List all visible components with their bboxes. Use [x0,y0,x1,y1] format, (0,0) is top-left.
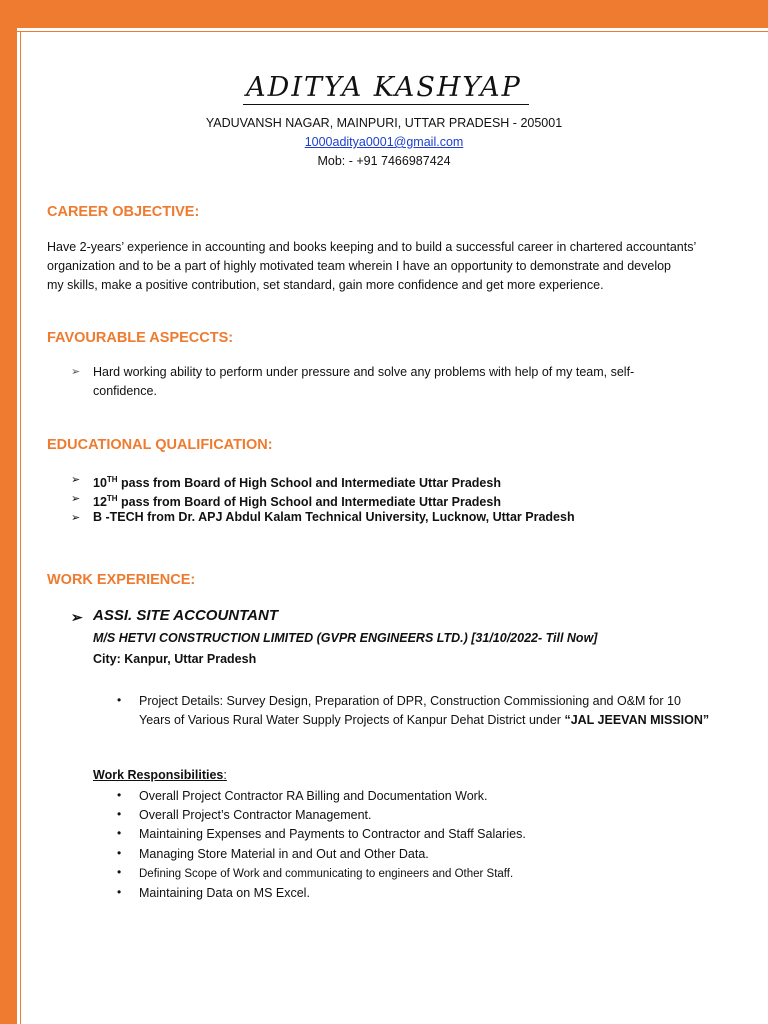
career-line: my skills, make a positive contribution, set standard, gain more confidence and get more experience. [47,278,604,292]
aspect-line: Hard working ability to perform under pressure and solve any problems with help of my team, self- [93,365,635,379]
arrow-bullet-icon: ➢ [71,474,81,486]
favourable-aspects-heading: FAVOURABLE ASPECCTS: [47,330,234,346]
arrow-bullet-icon: ➢ [71,493,81,505]
top-border-bar [0,0,768,28]
career-objective-text [47,238,737,295]
career-objective-heading: CAREER OBJECTIVE: [47,204,200,220]
email-link[interactable]: 1000aditya0001@gmail.com [304,135,464,149]
education-item: B -TECH from Dr. APJ Abdul Kalam Technical University, Lucknow, Uttar Pradesh [93,510,575,524]
education-level: 10 [93,476,107,490]
candidate-name: ADITYA KASHYAP [246,72,522,103]
responsibility-item: Managing Store Material in and Out and Other Data. [139,847,429,861]
education-heading: EDUCATIONAL QUALIFICATION: [47,437,273,453]
mission-name: “JAL JEEVAN MISSION” [564,713,710,727]
responsibility-item: Maintaining Expenses and Payments to Contractor and Staff Salaries. [139,827,526,841]
project-line: Project Details: Survey Design, Preparation of DPR, Construction Commissioning and O&M for 10 [139,694,681,708]
job-city: City: Kanpur, Uttar Pradesh [93,652,257,666]
arrow-bullet-icon: ➢ [71,366,81,378]
left-border-line [20,31,21,1024]
career-line: organization and to be a part of highly motivated team wherein I have an opportunity to demonstrate and develop [47,259,672,273]
superscript: TH [106,475,118,484]
responsibility-item: Overall Project Contractor RA Billing and Documentation Work. [139,789,488,803]
education-text: pass from Board of High School and Intermediate Uttar Pradesh [117,495,501,509]
top-border-line [17,31,768,32]
address: YADUVANSH NAGAR, MAINPURI, UTTAR PRADESH - 205001 [205,116,563,130]
bullet-icon: • [117,885,122,899]
aspect-line: confidence. [93,384,157,398]
responsibilities-label-text: Work Responsibilities [93,768,224,782]
education-text: pass from Board of High School and Intermediate Uttar Pradesh [117,476,501,490]
bullet-icon: • [117,788,122,802]
arrow-bullet-icon: ➢ [71,512,81,524]
project-line [139,711,739,730]
bullet-icon: • [117,807,122,821]
job-role: ASSI. SITE ACCOUNTANT [93,607,279,624]
mobile-number: Mob: - +91 7466987424 [317,154,451,168]
company-name: M/S HETVI CONSTRUCTION LIMITED (GVPR ENGINEERS LTD.) [31/10/2022- Till Now] [93,631,598,645]
arrow-bullet-icon: ➢ [71,609,83,625]
label-colon: : [223,768,227,782]
bullet-icon: • [117,865,122,879]
superscript: TH [106,494,118,503]
responsibility-item: Overall Project’s Contractor Management. [139,808,372,822]
bullet-icon: • [117,826,122,840]
email-line [0,135,768,149]
aspect-item [93,363,693,401]
responsibility-item: Maintaining Data on MS Excel. [139,886,310,900]
project-text: Years of Various Rural Water Supply Projects of Kanpur Dehat District under [139,713,565,727]
bullet-icon: • [117,846,122,860]
work-responsibilities-label [93,768,227,782]
project-details [139,692,739,730]
education-level: 12 [93,495,107,509]
work-experience-heading: WORK EXPERIENCE: [47,572,196,588]
bullet-icon: • [117,693,122,707]
name-underline [243,104,529,105]
career-line: Have 2-years’ experience in accounting and books keeping and to build a successful career in chartered accountants’ [47,240,697,254]
responsibility-item: Defining Scope of Work and communicating to engineers and Other Staff. [139,868,514,880]
